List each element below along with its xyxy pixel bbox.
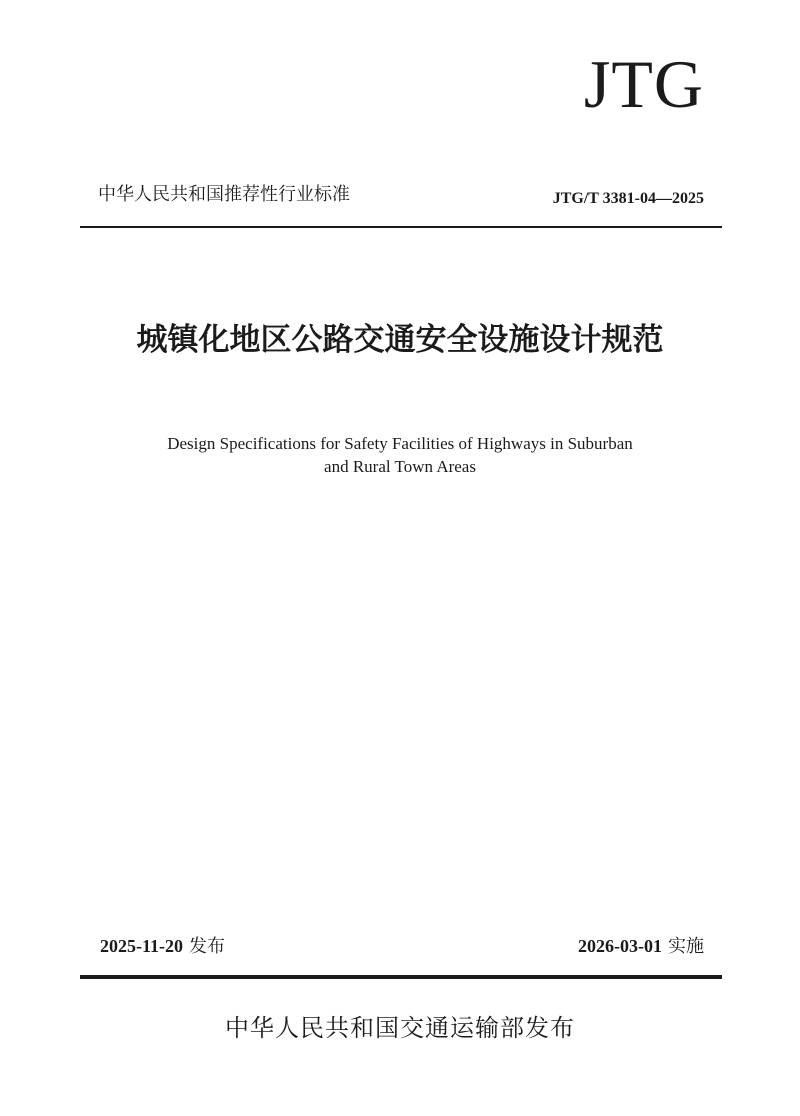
issue-date: 2025-11-20	[100, 936, 183, 956]
implementation-date: 2026-03-01	[578, 936, 662, 956]
english-title-line-1: Design Specifications for Safety Facilities of Highways in Suburban	[167, 434, 633, 453]
issue-date-block	[100, 937, 225, 956]
implementation-date-block	[578, 937, 704, 956]
standard-number: JTG/T 3381-04—2025	[552, 190, 704, 207]
header-divider	[80, 226, 722, 228]
english-title-line-2: and Rural Town Areas	[324, 457, 476, 476]
standard-category: 中华人民共和国推荐性行业标准	[98, 184, 350, 205]
publisher: 中华人民共和国交通运输部发布	[225, 1014, 575, 1042]
document-title-english	[0, 432, 800, 478]
issue-label: 发布	[189, 936, 225, 957]
footer-divider	[80, 975, 722, 979]
document-title-chinese: 城镇化地区公路交通安全设施设计规范	[136, 322, 664, 358]
jtg-logo: JTG	[583, 46, 704, 122]
implementation-label: 实施	[668, 936, 704, 957]
